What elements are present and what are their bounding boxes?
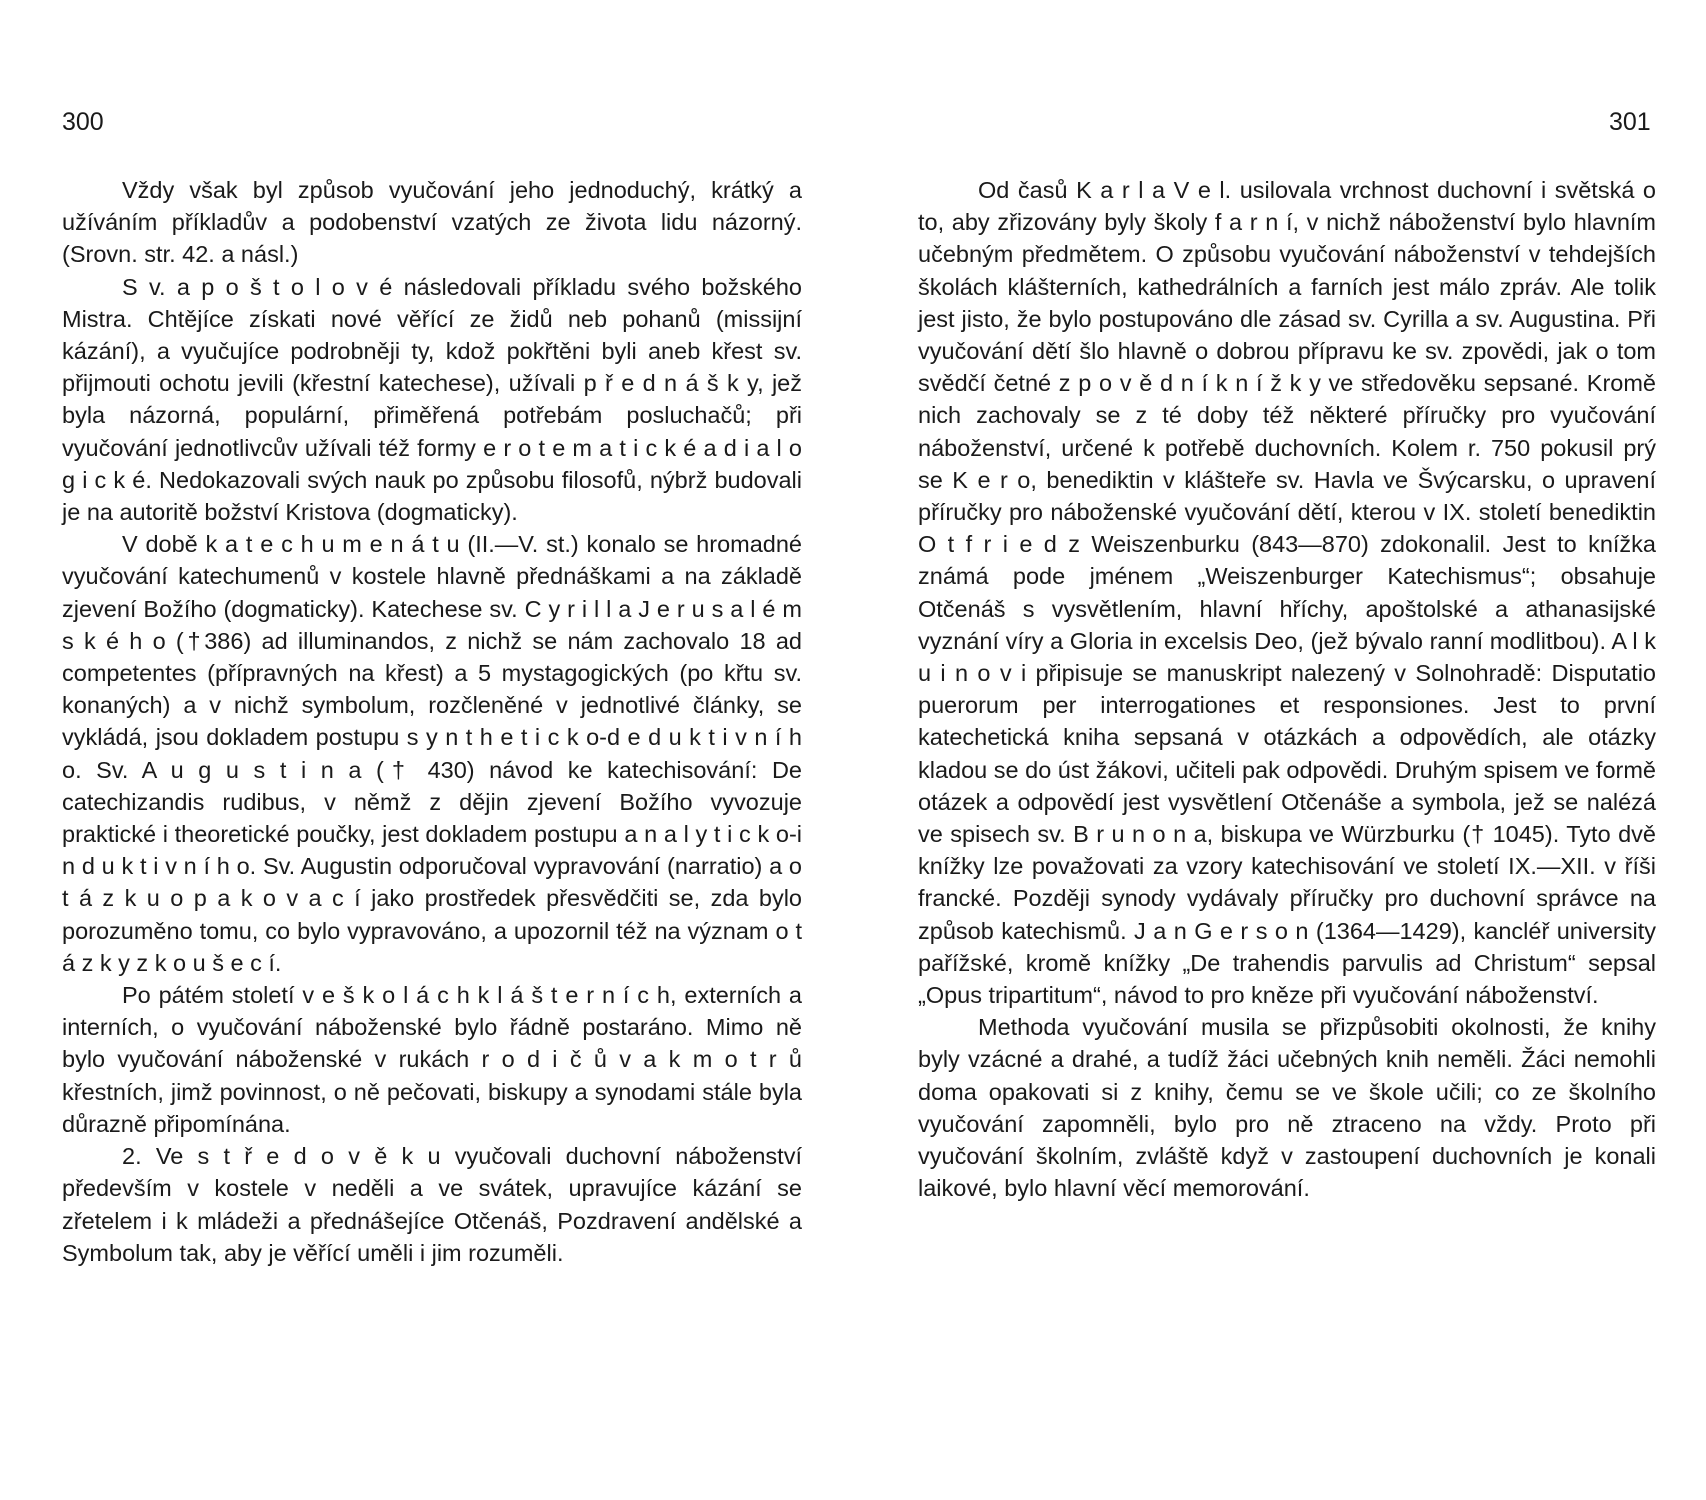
page-number-left: 300 — [62, 108, 104, 136]
paragraph: Vždy však byl způsob vyučování jeho jednoduchý, krátký a užíváním příkladův a podobenství vzatých ze života lidu názorný. (Srovn. str. 42. a násl.) — [62, 177, 802, 268]
paragraph: Po pátém století v e š k o l á c h k l á š t e r n í c h, externích a interních, o vyučování náboženské bylo řádně postaráno. Mimo ně bylo vyučování náboženské v rukách r o d i č ů v a k m o t r ů křestních, jimž povinnost, o ně pečovati, biskupy a synodami stále byla důrazně připomínána. — [62, 982, 802, 1137]
paragraph: Methoda vyučování musila se přizpůsobiti okolnosti, že knihy byly vzácné a drahé, a tudíž žáci učebných knih neměli. Žáci nemohli doma opakovati si z knihy, čemu se ve škole učili; co ze školního vyučování zapomněli, bylo pro ně ztraceno na vždy. Proto při vyučování školním, zvláště když v zastoupení duchovních je konali laikové, bylo hlavní věcí memorování. — [918, 1014, 1656, 1202]
right-page-text — [918, 174, 1656, 1205]
page-number-right: 301 — [1609, 108, 1651, 136]
left-page-text — [62, 174, 802, 1269]
paragraph: S v. a p o š t o l o v é následovali příkladu svého božského Mistra. Chtějíce získati nové věřící ze židů neb pohanů (missijní kázání), a vyučujíce podrobněji ty, kdož pokřtěni byli aneb křest sv. přijmouti ochotu jevili (křestní katechese), užívali p ř e d n á š k y, jež byla názorná, populární, přiměřená potřebám posluchačů; při vyučování jednotlivcův užívali též formy e r o t e m a t i c k é a d i a l o g i c k é. Nedokazovali svých nauk po způsobu filosofů, nýbrž budovali je na autoritě božství Kristova (dogmaticky). — [62, 273, 802, 526]
paragraph: 2. Ve s t ř e d o v ě k u vyučovali duchovní náboženství především v kostele v neděli a ve svátek, upravujíce kázání se zřetelem i k mládeži a přednášejíce Otčenáš, Pozdravení andělské a Symbolum tak, aby je věřící uměli i jim rozuměli. — [62, 1143, 802, 1266]
paragraph: V době k a t e c h u m e n á t u (II.—V. st.) konalo se hromadné vyučování katechumenů v kostele hlavně přednáškami a na základě zjevení Božího (dogmaticky). Katechese sv. C y r i l l a J e r u s a l é m s k é h o (†386) ad illuminandos, z nichž se nám zachovalo 18 ad competentes (přípravných na křest) a 5 mystagogických (po křtu sv. konaných) a v nichž symbolum, rozčleněné v jednotlivé články, se vykládá, jsou dokladem postupu s y n t h e t i c k o-d e d u k t i v n í h o. Sv. A u g u s t i n a († 430) návod ke katechisování: De catechizandis rudibus, v němž z dějin zjevení Božího vyvozuje praktické i theoretické poučky, jest dokladem postupu a n a l y t i c k o-i n d u k t i v n í h o. Sv. Augustin odporučoval vypravování (narratio) a o t á z k u o p a k o v a c í jako prostředek přesvědčiti se, zda bylo porozuměno tomu, co bylo vypravováno, a upozornil též na význam o t á z k y z k o u š e c í. — [62, 531, 802, 976]
paragraph: Od časů K a r l a V e l. usilovala vrchnost duchovní i světská o to, aby zřizovány byly školy f a r n í, v nichž náboženství bylo hlavním učebným předmětem. O způsobu vyučování náboženství v tehdejších školách klášterních, kathedrálních a farních jest málo zpráv. Ale tolik jest jisto, že bylo postupováno dle zásad sv. Cyrilla a sv. Augustina. Při vyučování dětí šlo hlavně o dobrou přípravu ke sv. zpovědi, jak o tom svědčí četné z p o v ě d n í k n í ž k y ve středověku sepsané. Kromě nich zachovaly se z té doby též některé příručky pro vyučování náboženství, určené k potřebě duchovních. Kolem r. 750 pokusil prý se K e r o, benediktin v klášteře sv. Havla ve Švýcarsku, o upravení příručky pro náboženské vyučování dětí, kterou v IX. století benediktin O t f r i e d z Weiszenburku (843—870) zdokonalil. Jest to knížka známá pode jménem „Weiszenburger Katechismus“; obsahuje Otčenáš s vysvětlením, hlavní hříchy, apoštolské a athanasijské vyznání víry a Gloria in excelsis Deo, (jež bývalo ranní modlitbou). A l k u i n o v i připisuje se manuskript nalezený v Solnohradě: Disputatio puerorum per interrogationes et responsiones. Jest to první katechetická kniha sepsaná v otázkách a odpovědích, ale otázky kladou se do úst žákovi, učiteli pak odpovědi. Druhým spisem ve formě otázek a odpovědí jest vysvětlení Otčenáše a symbola, jež se nalézá ve spisech sv. B r u n o n a, biskupa ve Würzburku († 1045). Tyto dvě knížky lze považovati za vzory katechisování ve století IX.—XII. v říši francké. Později synody vydávaly příručky pro duchovní správce na způsob katechismů. J a n G e r s o n (1364—1429), kancléř university pařížské, kromě knížky „De trahendis parvulis ad Christum“ sepsal „Opus tripartitum“, návod to pro kněze při vyučování náboženství. — [918, 177, 1656, 1009]
